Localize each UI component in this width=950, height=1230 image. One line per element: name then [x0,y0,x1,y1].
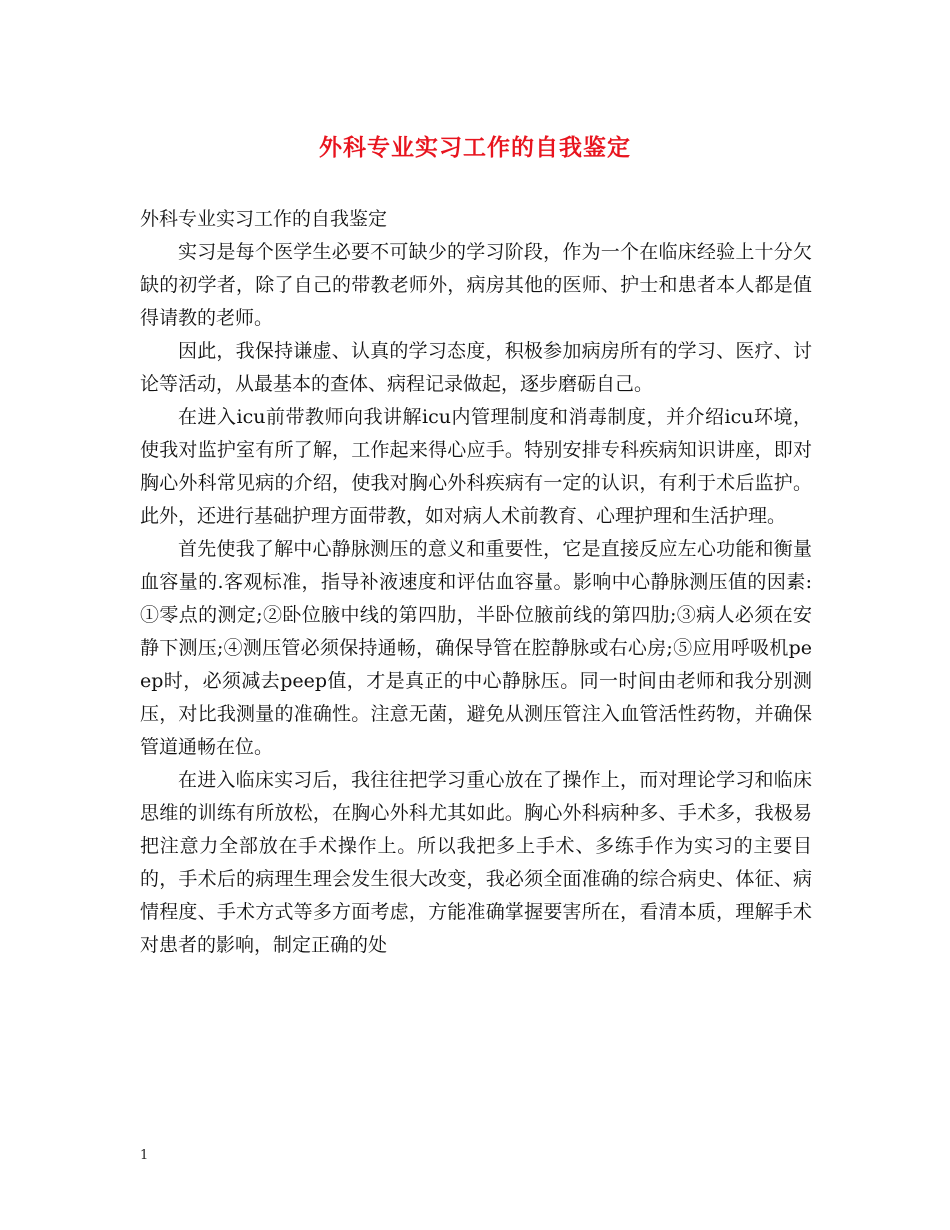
paragraph-1: 实习是每个医学生必要不可缺少的学习阶段，作为一个在临床经验上十分欠缺的初学者，除了自己的带教老师外，病房其他的医师、护士和患者本人都是值得请教的老师。 [140,241,812,329]
document-title: 外科专业实习工作的自我鉴定 [319,134,631,161]
paragraph-3: 在进入icu前带教师向我讲解icu内管理制度和消毒制度，并介绍icu环境，使我对监护室有所了解，工作起来得心应手。特别安排专科疾病知识讲座，即对胸心外科常见病的介绍，使我对胸心外科疾病有一定的认识，有利于术后监护。此外，还进行基础护理方面带教，如对病人术前教育、心理护理和生活护理。 [140,406,812,527]
paragraph-2: 因此，我保持谦虚、认真的学习态度，积极参加病房所有的学习、医疗、讨论等活动，从最基本的查体、病程记录做起，逐步磨砺自己。 [140,340,812,395]
document-body [140,203,812,962]
page-number: 1 [140,1148,149,1163]
document-subtitle: 外科专业实习工作的自我鉴定 [140,208,388,230]
paragraph-4: 首先使我了解中心静脉测压的意义和重要性，它是直接反应左心功能和衡量血容量的.客观标准，指导补液速度和评估血容量。影响中心静脉测压值的因素:①零点的测定;②卧位腋中线的第四肋，半卧位腋前线的第四肋;③病人必须在安静下测压;④测压管必须保持通畅，确保导管在腔静脉或右心房;⑤应用呼吸机peep时，必须减去peep值，才是真正的中心静脉压。同一时间由老师和我分别测压，对比我测量的准确性。注意无菌，避免从测压管注入血管活性药物，并确保管道通畅在位。 [140,538,812,758]
paragraph-5: 在进入临床实习后，我往往把学习重心放在了操作上，而对理论学习和临床思维的训练有所放松，在胸心外科尤其如此。胸心外科病种多、手术多，我极易把注意力全部放在手术操作上。所以我把多上手术、多练手作为实习的主要目的，手术后的病理生理会发生很大改变，我必须全面准确的综合病史、体征、病情程度、手术方式等多方面考虑，方能准确掌握要害所在，看清本质，理解手术对患者的影响，制定正确的处 [140,769,812,956]
